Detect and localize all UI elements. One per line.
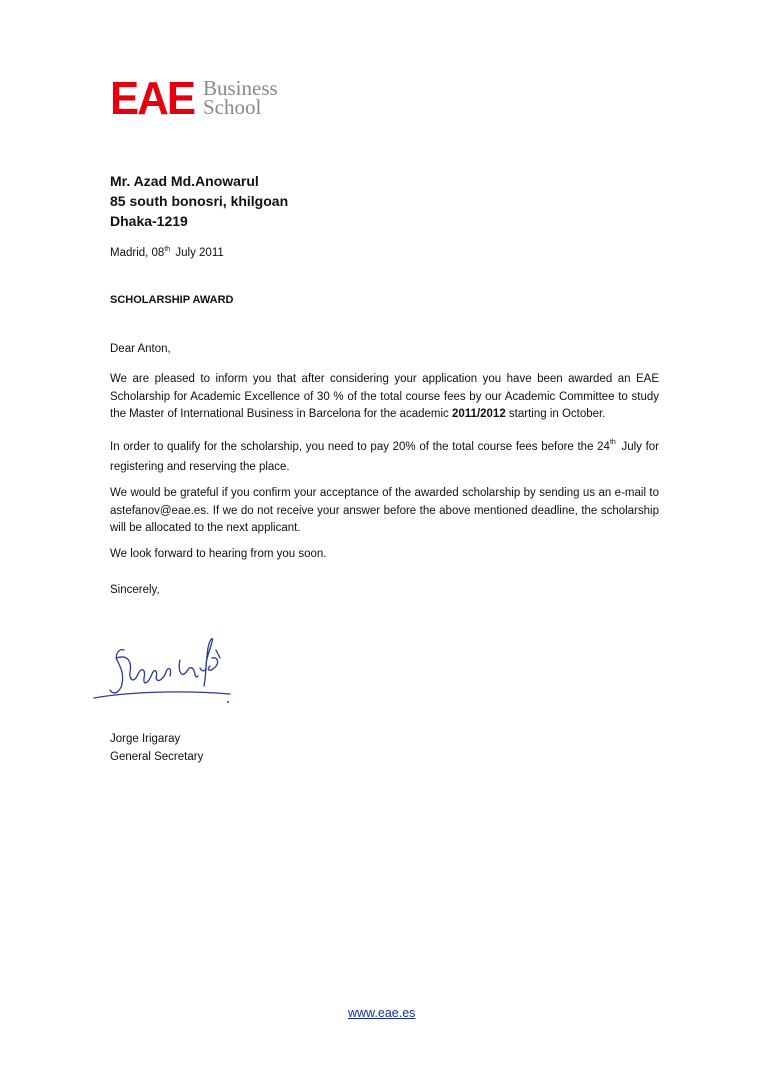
website-link[interactable]: www.eae.es [348, 1006, 416, 1020]
logo-line-business: Business [203, 76, 278, 100]
recipient-street: 85 south bonosri, khilgoan [110, 193, 289, 209]
date-ordinal: th [164, 246, 171, 253]
letter-closing: Sincerely, [110, 584, 160, 596]
payment-date-ordinal: th [609, 439, 616, 446]
paragraph-acceptance: We would be grateful if you confirm your acceptance of the awarded scholarship by sending us an e-mail to astefanov@eae.es. If we do not receive your answer before the above mentioned deadline, the scholarship will be allocated to the next applicant. [110, 487, 659, 534]
signer-title: General Secretary [110, 751, 204, 763]
paragraph-payment-text: In order to qualify for the scholarship, you need to pay 20% of the total course fees before the 24 [110, 441, 610, 453]
paragraph-award-text: We are pleased to inform you that after considering your application you have been awarded an EAE Scholarship for Academic Excellence of 30 % of the total course fees by our Academic Committee to study the Master of International Business in Barcelona for the academic [110, 373, 659, 420]
letter-greeting: Dear Anton, [110, 343, 171, 355]
recipient-city: Dhaka-1219 [110, 213, 188, 229]
letter-subject: SCHOLARSHIP AWARD [110, 294, 234, 306]
date-prefix: Madrid, 08 [110, 247, 165, 259]
academic-year: 2011/2012 [452, 408, 506, 420]
signer-name: Jorge Irigaray [110, 733, 181, 745]
letter-date [110, 246, 224, 259]
recipient-name: Mr. Azad Md.Anowarul [110, 173, 259, 189]
paragraph-payment-end: July for registering and reserving the place. [110, 441, 659, 473]
logo-line-school: School [203, 95, 262, 119]
paragraph-closing-remark: We look forward to hearing from you soon. [110, 548, 327, 560]
date-suffix: July 2011 [172, 247, 224, 259]
handwritten-signature [88, 628, 238, 720]
signer-block [110, 730, 203, 766]
paragraph-payment [110, 433, 659, 477]
recipient-address [110, 171, 288, 231]
logo-brand: EAE [110, 72, 195, 124]
paragraph-award [110, 371, 659, 424]
paragraph-award-end: starting in October. [505, 408, 606, 420]
